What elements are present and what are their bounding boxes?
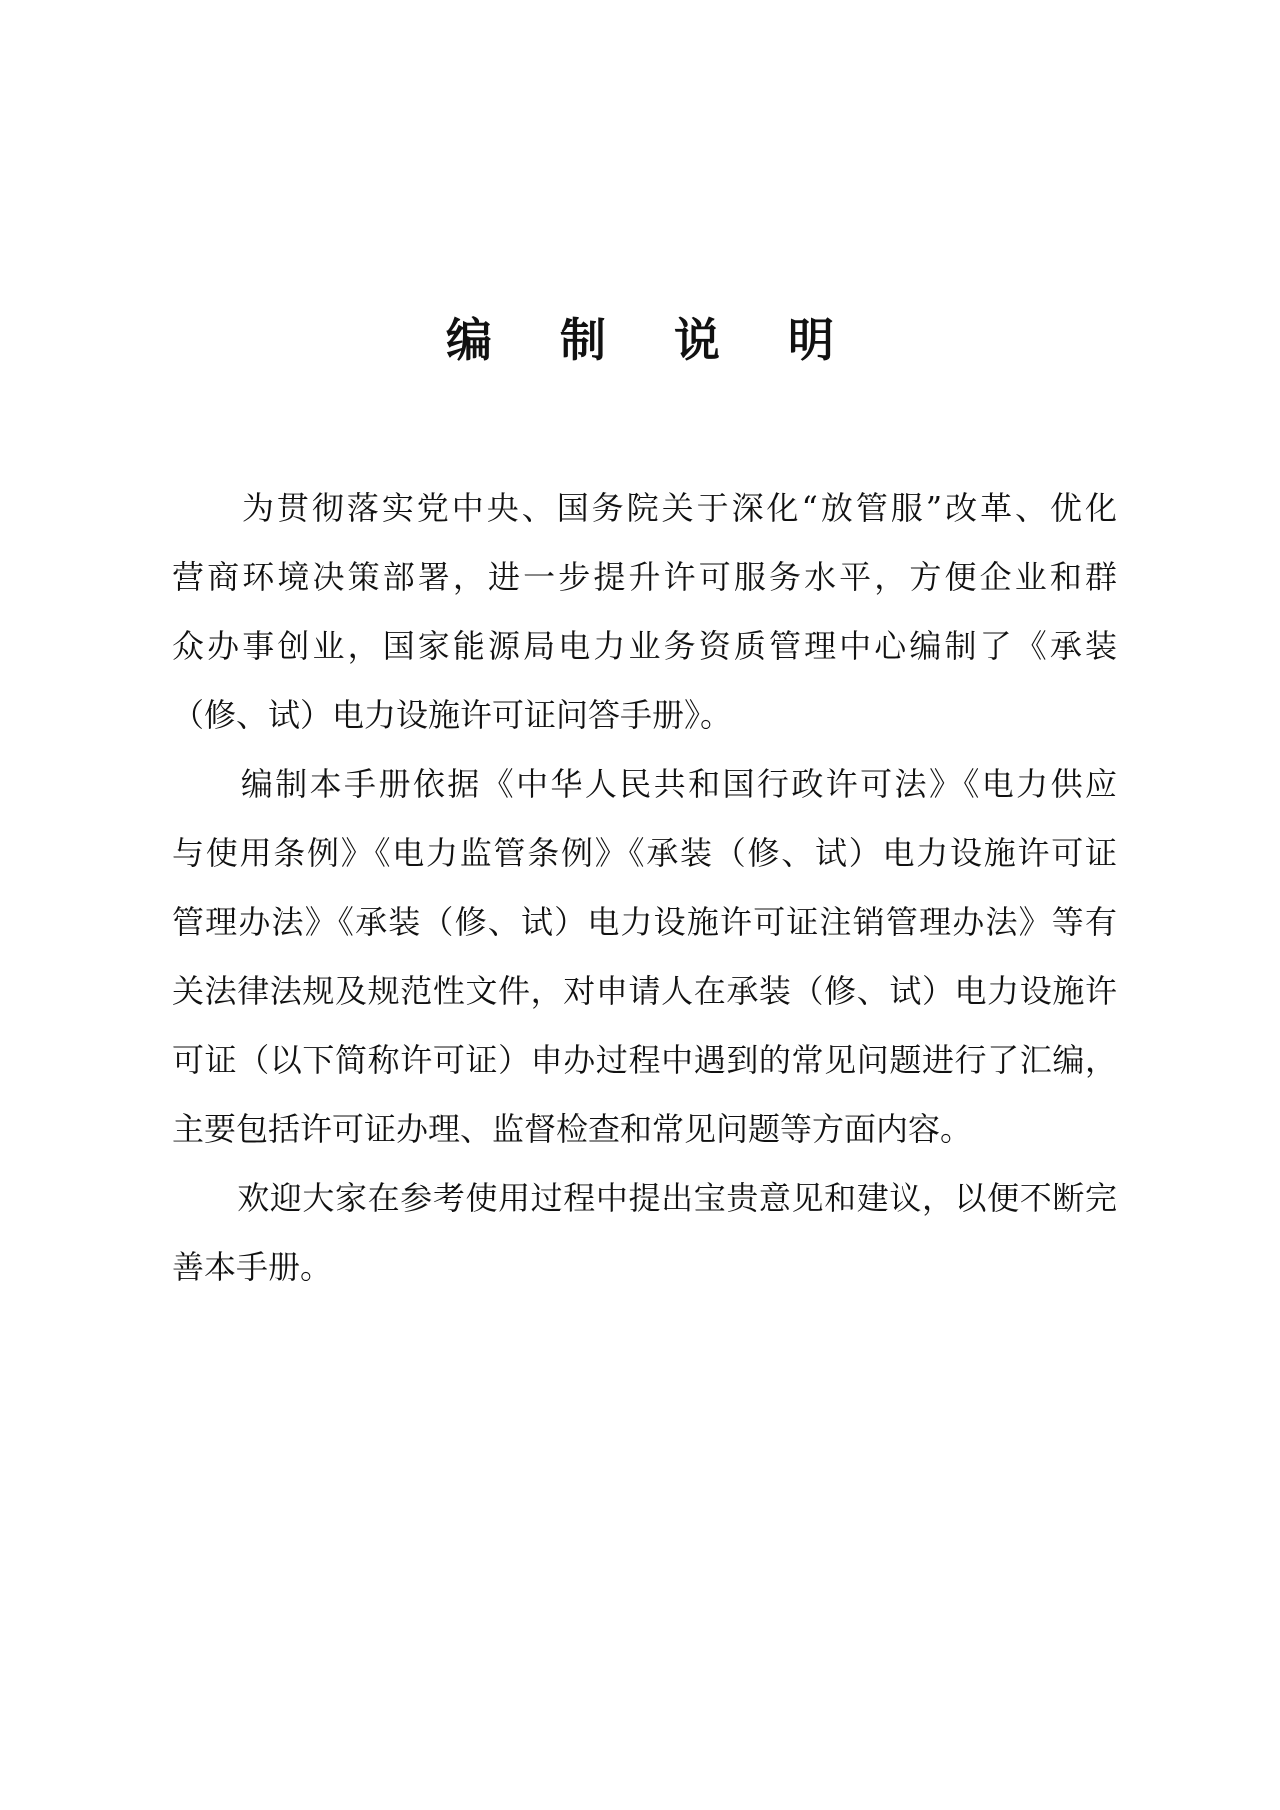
body-line: 与使用条例》《电力监管条例》《承装（修、试）电力设施许可证 bbox=[172, 834, 1117, 872]
document-title: 编 制 说 明 bbox=[445, 313, 861, 367]
document-body bbox=[172, 474, 1117, 1302]
body-line: 欢迎大家在参考使用过程中提出宝贵意见和建议，以便不断完 bbox=[172, 1179, 1117, 1217]
body-line: 编制本手册依据《中华人民共和国行政许可法》《电力供应 bbox=[172, 765, 1117, 803]
body-line: 管理办法》《承装（修、试）电力设施许可证注销管理办法》等有 bbox=[172, 903, 1117, 941]
body-line: 善本手册。 bbox=[172, 1248, 333, 1286]
body-line: 关法律法规及规范性文件，对申请人在承装（修、试）电力设施许 bbox=[172, 972, 1117, 1010]
body-line: 主要包括许可证办理、监督检查和常见问题等方面内容。 bbox=[172, 1110, 973, 1148]
body-line: 可证（以下简称许可证）申办过程中遇到的常见问题进行了汇编， bbox=[172, 1041, 1117, 1079]
body-line: 众办事创业，国家能源局电力业务资质管理中心编制了《承装 bbox=[172, 627, 1117, 665]
body-line: （修、试）电力设施许可证问答手册》。 bbox=[172, 696, 733, 734]
body-line: 为贯彻落实党中央、国务院关于深化“放管服”改革、优化 bbox=[172, 489, 1117, 527]
body-line: 营商环境决策部署，进一步提升许可服务水平，方便企业和群 bbox=[172, 558, 1117, 596]
